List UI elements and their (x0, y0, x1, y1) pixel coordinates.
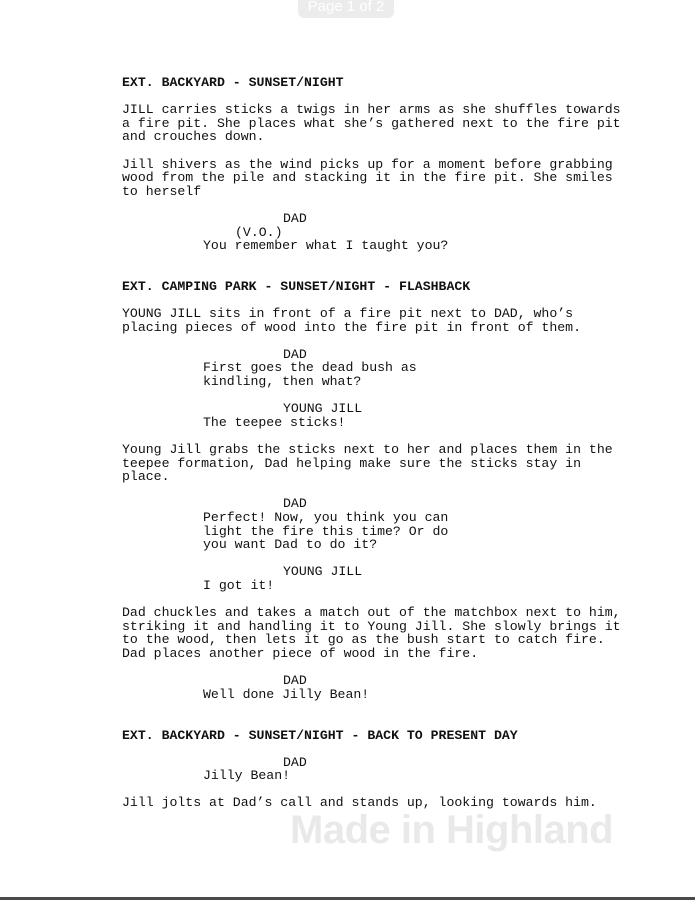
dialogue-line: I got it! (203, 577, 275, 593)
action-paragraph: Jill jolts at Dad’s call and stands up, looking towards him. (122, 795, 597, 811)
dialogue-block (122, 212, 662, 253)
action-paragraph: Dad chuckles and takes a match out of the matchbox next to him, striking it and handling it to Young Jill. She slowly brings it to the wood, then lets it go as the bush start to catch fire. Dad places another piece of wood in the fire. (122, 605, 621, 661)
action-paragraph: Jill shivers as the wind picks up for a moment before grabbing wood from the pile and stacking it in the fire pit. She smiles to herself (122, 156, 613, 199)
character-name: DAD (283, 754, 307, 770)
screenplay-page (122, 76, 662, 824)
dialogue-line: First goes the dead bush as kindling, then what? (203, 360, 417, 390)
dialogue-block (122, 565, 662, 592)
dialogue-line: You remember what I taught you? (203, 238, 449, 254)
page-indicator: Page 1 of 2 (298, 0, 394, 18)
parenthetical: (V.O.) (235, 224, 283, 240)
watermark: Made in Highland (290, 808, 614, 852)
scene-heading: EXT. BACKYARD - SUNSET/NIGHT - BACK TO PRESENT DAY (122, 727, 518, 743)
character-name: YOUNG JILL (283, 564, 363, 580)
dialogue-block (122, 348, 662, 389)
dialogue-block (122, 497, 662, 551)
action-paragraph: Young Jill grabs the sticks next to her and places them in the teepee formation, Dad helping make sure the sticks stay in place. (122, 442, 613, 485)
dialogue-line: The teepee sticks! (203, 414, 346, 430)
dialogue-line: Perfect! Now, you think you can light the fire this time? Or do you want Dad to do it? (203, 510, 449, 553)
action-paragraph: YOUNG JILL sits in front of a fire pit next to DAD, who’s placing pieces of wood into the fire pit in front of them. (122, 306, 581, 335)
scene-heading: EXT. BACKYARD - SUNSET/NIGHT (122, 75, 344, 90)
dialogue-block (122, 756, 662, 783)
dialogue-line: Well done Jilly Bean! (203, 686, 370, 702)
dialogue-line: Jilly Bean! (203, 768, 291, 784)
dialogue-block (122, 674, 662, 701)
character-name: DAD (283, 346, 307, 362)
character-name: DAD (283, 673, 307, 689)
scene-heading: EXT. CAMPING PARK - SUNSET/NIGHT - FLASHBACK (122, 278, 471, 294)
action-paragraph: JILL carries sticks a twigs in her arms as she shuffles towards a fire pit. She places what she’s gathered next to the fire pit and crouches down. (122, 102, 621, 145)
character-name: YOUNG JILL (283, 401, 363, 417)
character-name: DAD (283, 210, 307, 226)
dialogue-block (122, 402, 662, 429)
character-name: DAD (283, 496, 307, 512)
